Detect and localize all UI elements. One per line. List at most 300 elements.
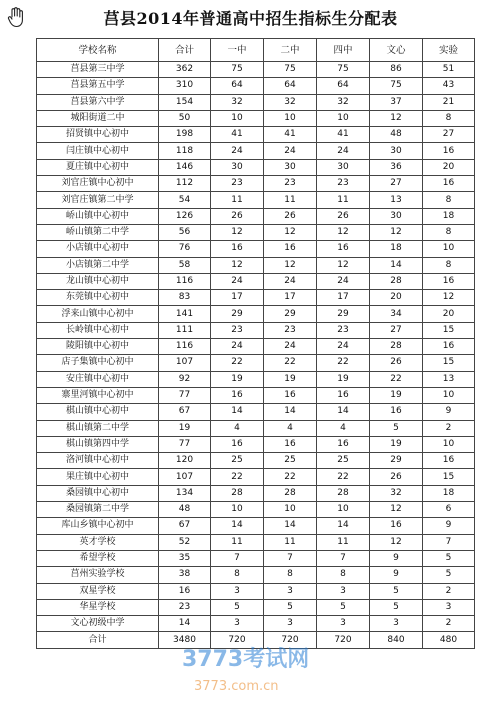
quota-cell: 5: [370, 420, 423, 436]
quota-cell: 14: [159, 616, 211, 632]
quota-cell: 32: [211, 94, 264, 110]
quota-cell: 14: [317, 518, 370, 534]
quota-cell: 4: [317, 420, 370, 436]
quota-cell: 111: [159, 322, 211, 338]
school-name-cell: 英才学校: [37, 534, 159, 550]
table-row: [37, 62, 475, 78]
quota-cell: 23: [317, 322, 370, 338]
quota-cell: 16: [159, 583, 211, 599]
table-row: [37, 273, 475, 289]
page-title: 莒县2014年普通高中招生指标生分配表: [103, 9, 398, 28]
quota-cell: 9: [423, 518, 475, 534]
quota-cell: 4: [264, 420, 317, 436]
quota-cell: 76: [159, 241, 211, 257]
quota-cell: 20: [370, 290, 423, 306]
quota-cell: 24: [211, 143, 264, 159]
watermark-brand: 3773考试网: [182, 647, 310, 672]
quota-cell: 25: [317, 453, 370, 469]
total-row: [37, 632, 475, 648]
quota-cell: 29: [370, 453, 423, 469]
quota-cell: 11: [264, 534, 317, 550]
quota-cell: 2: [423, 583, 475, 599]
quota-cell: 5: [423, 567, 475, 583]
quota-cell: 16: [317, 436, 370, 452]
quota-cell: 9: [370, 567, 423, 583]
quota-cell: 26: [211, 208, 264, 224]
quota-cell: 12: [370, 110, 423, 126]
header-row: [37, 39, 475, 62]
quota-cell: 5: [423, 550, 475, 566]
quota-cell: 19: [370, 436, 423, 452]
table-row: [37, 143, 475, 159]
table-row: [37, 208, 475, 224]
quota-cell: 12: [317, 257, 370, 273]
column-header: 四中: [317, 39, 370, 62]
school-name-cell: 夏庄镇中心初中: [37, 159, 159, 175]
quota-cell: 25: [211, 453, 264, 469]
quota-cell: 28: [370, 339, 423, 355]
quota-cell: 50: [159, 110, 211, 126]
school-name-cell: 洛河镇中心初中: [37, 453, 159, 469]
quota-cell: 25: [264, 453, 317, 469]
school-name-cell: 果庄镇中心初中: [37, 469, 159, 485]
quota-cell: 27: [370, 176, 423, 192]
quota-cell: 5: [317, 599, 370, 615]
table-row: [37, 290, 475, 306]
table-row: [37, 339, 475, 355]
quota-cell: 3: [264, 583, 317, 599]
school-name-cell: 棋山镇第二中学: [37, 420, 159, 436]
table-row: [37, 550, 475, 566]
quota-cell: 8: [211, 567, 264, 583]
quota-cell: 22: [370, 371, 423, 387]
quota-cell: 75: [264, 62, 317, 78]
quota-cell: 29: [211, 306, 264, 322]
title-bar: [0, 0, 501, 34]
quota-cell: 107: [159, 469, 211, 485]
quota-cell: 12: [264, 257, 317, 273]
quota-cell: 24: [264, 339, 317, 355]
quota-cell: 28: [264, 485, 317, 501]
quota-cell: 10: [317, 110, 370, 126]
table-row: [37, 306, 475, 322]
quota-cell: 3: [264, 616, 317, 632]
quota-cell: 8: [423, 224, 475, 240]
quota-cell: 3: [211, 583, 264, 599]
quota-cell: 22: [264, 469, 317, 485]
quota-cell: 3: [211, 616, 264, 632]
table-row: [37, 599, 475, 615]
quota-cell: 112: [159, 176, 211, 192]
quota-cell: 7: [317, 550, 370, 566]
quota-cell: 14: [211, 404, 264, 420]
table-row: [37, 192, 475, 208]
column-header: 合计: [159, 39, 211, 62]
table-row: [37, 176, 475, 192]
column-header: 一中: [211, 39, 264, 62]
school-name-cell: 峤山镇第二中学: [37, 224, 159, 240]
quota-cell: 116: [159, 339, 211, 355]
quota-cell: 77: [159, 436, 211, 452]
quota-cell: 64: [211, 78, 264, 94]
quota-cell: 17: [317, 290, 370, 306]
school-name-cell: 库山乡镇中心初中: [37, 518, 159, 534]
school-name-cell: 寨里河镇中心初中: [37, 387, 159, 403]
quota-cell: 24: [317, 339, 370, 355]
school-name-cell: 刘官庄镇中心初中: [37, 176, 159, 192]
quota-cell: 64: [264, 78, 317, 94]
quota-cell: 16: [423, 339, 475, 355]
quota-cell: 22: [317, 469, 370, 485]
school-name-cell: 小店镇中心初中: [37, 241, 159, 257]
table-row: [37, 420, 475, 436]
school-name-cell: 希望学校: [37, 550, 159, 566]
quota-cell: 720: [264, 632, 317, 648]
quota-cell: 3: [317, 616, 370, 632]
quota-cell: 9: [370, 550, 423, 566]
school-name-cell: 刘官庄镇第二中学: [37, 192, 159, 208]
table-row: [37, 127, 475, 143]
quota-cell: 10: [264, 502, 317, 518]
school-name-cell: 棋山镇第四中学: [37, 436, 159, 452]
quota-cell: 19: [264, 371, 317, 387]
quota-cell: 77: [159, 387, 211, 403]
quota-cell: 19: [211, 371, 264, 387]
quota-cell: 28: [370, 273, 423, 289]
quota-cell: 27: [370, 322, 423, 338]
table-row: [37, 502, 475, 518]
quota-cell: 3: [370, 616, 423, 632]
quota-cell: 16: [370, 518, 423, 534]
quota-cell: 21: [423, 94, 475, 110]
quota-cell: 16: [264, 241, 317, 257]
quota-cell: 27: [423, 127, 475, 143]
school-name-cell: 双星学校: [37, 583, 159, 599]
quota-cell: 16: [317, 387, 370, 403]
quota-cell: 10: [211, 110, 264, 126]
school-name-cell: 城阳街道二中: [37, 110, 159, 126]
column-header: 二中: [264, 39, 317, 62]
quota-cell: 8: [317, 567, 370, 583]
quota-cell: 10: [423, 387, 475, 403]
school-name-cell: 桑园镇中心初中: [37, 485, 159, 501]
school-name-cell: 峤山镇中心初中: [37, 208, 159, 224]
school-name-cell: 文心初级中学: [37, 616, 159, 632]
quota-cell: 8: [423, 257, 475, 273]
quota-cell: 18: [423, 485, 475, 501]
quota-cell: 23: [317, 176, 370, 192]
table-row: [37, 371, 475, 387]
quota-cell: 116: [159, 273, 211, 289]
quota-cell: 20: [423, 159, 475, 175]
quota-cell: 18: [370, 241, 423, 257]
quota-cell: 22: [211, 469, 264, 485]
quota-cell: 15: [423, 355, 475, 371]
school-name-cell: 桑园镇第二中学: [37, 502, 159, 518]
quota-cell: 16: [423, 143, 475, 159]
quota-cell: 2: [423, 420, 475, 436]
quota-cell: 22: [264, 355, 317, 371]
quota-cell: 198: [159, 127, 211, 143]
table-row: [37, 436, 475, 452]
quota-cell: 11: [264, 192, 317, 208]
school-name-cell: 莒县第三中学: [37, 62, 159, 78]
table-row: [37, 583, 475, 599]
quota-cell: 48: [370, 127, 423, 143]
quota-cell: 17: [264, 290, 317, 306]
quota-cell: 16: [264, 436, 317, 452]
quota-cell: 16: [423, 273, 475, 289]
table-row: [37, 355, 475, 371]
quota-cell: 28: [211, 485, 264, 501]
quota-cell: 32: [317, 94, 370, 110]
school-name-cell: 东莞镇中心初中: [37, 290, 159, 306]
quota-cell: 15: [423, 322, 475, 338]
school-name-cell: 龙山镇中心初中: [37, 273, 159, 289]
quota-cell: 16: [423, 176, 475, 192]
quota-cell: 24: [264, 143, 317, 159]
quota-cell: 141: [159, 306, 211, 322]
quota-cell: 3: [423, 599, 475, 615]
quota-cell: 22: [317, 355, 370, 371]
quota-cell: 26: [370, 355, 423, 371]
quota-cell: 29: [264, 306, 317, 322]
quota-cell: 24: [317, 143, 370, 159]
quota-cell: 16: [211, 387, 264, 403]
quota-cell: 43: [423, 78, 475, 94]
quota-cell: 28: [317, 485, 370, 501]
quota-cell: 3480: [159, 632, 211, 648]
column-header: 实验: [423, 39, 475, 62]
quota-cell: 11: [317, 192, 370, 208]
quota-cell: 840: [370, 632, 423, 648]
school-name-cell: 店子集镇中心初中: [37, 355, 159, 371]
quota-cell: 15: [423, 469, 475, 485]
quota-cell: 3: [317, 583, 370, 599]
table-row: [37, 534, 475, 550]
quota-cell: 37: [370, 94, 423, 110]
school-name-cell: 浮来山镇中心初中: [37, 306, 159, 322]
quota-cell: 154: [159, 94, 211, 110]
school-name-cell: 合计: [37, 632, 159, 648]
quota-cell: 54: [159, 192, 211, 208]
quota-cell: 86: [370, 62, 423, 78]
quota-cell: 64: [317, 78, 370, 94]
quota-cell: 75: [370, 78, 423, 94]
quota-cell: 12: [264, 224, 317, 240]
table-row: [37, 404, 475, 420]
school-name-cell: 莒州实验学校: [37, 567, 159, 583]
quota-cell: 30: [370, 208, 423, 224]
quota-cell: 146: [159, 159, 211, 175]
quota-cell: 32: [264, 94, 317, 110]
quota-cell: 720: [317, 632, 370, 648]
quota-cell: 23: [264, 176, 317, 192]
quota-cell: 16: [370, 404, 423, 420]
quota-cell: 32: [370, 485, 423, 501]
quota-cell: 5: [370, 583, 423, 599]
quota-cell: 14: [370, 257, 423, 273]
watermark-url: 3773.com.cn: [194, 679, 279, 694]
quota-cell: 12: [370, 534, 423, 550]
column-header: 文心: [370, 39, 423, 62]
quota-cell: 12: [211, 257, 264, 273]
quota-cell: 5: [211, 599, 264, 615]
quota-cell: 11: [211, 534, 264, 550]
quota-cell: 92: [159, 371, 211, 387]
table-row: [37, 224, 475, 240]
quota-cell: 30: [211, 159, 264, 175]
table-row: [37, 94, 475, 110]
table-row: [37, 518, 475, 534]
table-row: [37, 616, 475, 632]
table-row: [37, 567, 475, 583]
quota-cell: 8: [264, 567, 317, 583]
quota-cell: 13: [370, 192, 423, 208]
quota-cell: 10: [317, 502, 370, 518]
quota-cell: 34: [370, 306, 423, 322]
quota-cell: 23: [211, 322, 264, 338]
quota-cell: 16: [264, 387, 317, 403]
quota-cell: 38: [159, 567, 211, 583]
quota-cell: 14: [264, 518, 317, 534]
quota-cell: 11: [211, 192, 264, 208]
quota-cell: 26: [370, 469, 423, 485]
school-name-cell: 小店镇第二中学: [37, 257, 159, 273]
table-row: [37, 257, 475, 273]
quota-cell: 16: [423, 453, 475, 469]
quota-cell: 12: [370, 224, 423, 240]
quota-cell: 26: [264, 208, 317, 224]
quota-cell: 7: [264, 550, 317, 566]
quota-cell: 7: [211, 550, 264, 566]
quota-cell: 41: [264, 127, 317, 143]
quota-cell: 6: [423, 502, 475, 518]
quota-cell: 107: [159, 355, 211, 371]
quota-cell: 24: [211, 273, 264, 289]
quota-cell: 19: [370, 387, 423, 403]
quota-cell: 9: [423, 404, 475, 420]
quota-cell: 56: [159, 224, 211, 240]
table-row: [37, 322, 475, 338]
column-header: 学校名称: [37, 39, 159, 62]
quota-cell: 24: [264, 273, 317, 289]
quota-cell: 83: [159, 290, 211, 306]
quota-cell: 14: [211, 518, 264, 534]
quota-cell: 30: [370, 143, 423, 159]
table-row: [37, 469, 475, 485]
quota-cell: 10: [423, 241, 475, 257]
quota-cell: 11: [317, 534, 370, 550]
quota-cell: 362: [159, 62, 211, 78]
quota-cell: 120: [159, 453, 211, 469]
school-name-cell: 陵阳镇中心初中: [37, 339, 159, 355]
quota-cell: 29: [317, 306, 370, 322]
school-name-cell: 安庄镇中心初中: [37, 371, 159, 387]
table-row: [37, 241, 475, 257]
quota-cell: 22: [211, 355, 264, 371]
quota-cell: 75: [211, 62, 264, 78]
quota-cell: 16: [317, 241, 370, 257]
quota-cell: 23: [211, 176, 264, 192]
quota-cell: 23: [159, 599, 211, 615]
quota-cell: 41: [211, 127, 264, 143]
quota-cell: 10: [264, 110, 317, 126]
quota-cell: 17: [211, 290, 264, 306]
school-name-cell: 莒县第六中学: [37, 94, 159, 110]
quota-cell: 2: [423, 616, 475, 632]
quota-cell: 134: [159, 485, 211, 501]
quota-cell: 12: [423, 290, 475, 306]
allocation-table: [36, 38, 475, 649]
quota-cell: 12: [211, 224, 264, 240]
quota-cell: 58: [159, 257, 211, 273]
quota-cell: 720: [211, 632, 264, 648]
quota-cell: 12: [317, 224, 370, 240]
quota-cell: 310: [159, 78, 211, 94]
quota-cell: 118: [159, 143, 211, 159]
quota-cell: 23: [264, 322, 317, 338]
quota-cell: 52: [159, 534, 211, 550]
quota-cell: 7: [423, 534, 475, 550]
table-body: [37, 62, 475, 649]
quota-cell: 26: [317, 208, 370, 224]
table-row: [37, 78, 475, 94]
quota-cell: 24: [211, 339, 264, 355]
quota-cell: 5: [264, 599, 317, 615]
quota-cell: 67: [159, 518, 211, 534]
quota-cell: 16: [211, 436, 264, 452]
school-name-cell: 长岭镇中心初中: [37, 322, 159, 338]
table-row: [37, 387, 475, 403]
quota-cell: 5: [370, 599, 423, 615]
quota-cell: 12: [370, 502, 423, 518]
quota-cell: 36: [370, 159, 423, 175]
quota-cell: 8: [423, 110, 475, 126]
quota-cell: 14: [317, 404, 370, 420]
quota-cell: 4: [211, 420, 264, 436]
quota-cell: 19: [317, 371, 370, 387]
quota-cell: 19: [159, 420, 211, 436]
quota-cell: 13: [423, 371, 475, 387]
quota-cell: 67: [159, 404, 211, 420]
quota-cell: 16: [211, 241, 264, 257]
quota-cell: 35: [159, 550, 211, 566]
school-name-cell: 棋山镇中心初中: [37, 404, 159, 420]
quota-cell: 10: [423, 436, 475, 452]
quota-cell: 126: [159, 208, 211, 224]
school-name-cell: 闫庄镇中心初中: [37, 143, 159, 159]
quota-cell: 24: [317, 273, 370, 289]
quota-cell: 14: [264, 404, 317, 420]
table-row: [37, 159, 475, 175]
quota-cell: 51: [423, 62, 475, 78]
table-row: [37, 485, 475, 501]
quota-cell: 48: [159, 502, 211, 518]
quota-cell: 30: [264, 159, 317, 175]
table-row: [37, 453, 475, 469]
quota-cell: 20: [423, 306, 475, 322]
quota-cell: 480: [423, 632, 475, 648]
quota-cell: 30: [317, 159, 370, 175]
watermark-logo: [178, 640, 338, 700]
school-name-cell: 华星学校: [37, 599, 159, 615]
quota-cell: 8: [423, 192, 475, 208]
quota-cell: 18: [423, 208, 475, 224]
table-row: [37, 110, 475, 126]
school-name-cell: 莒县第五中学: [37, 78, 159, 94]
quota-cell: 41: [317, 127, 370, 143]
